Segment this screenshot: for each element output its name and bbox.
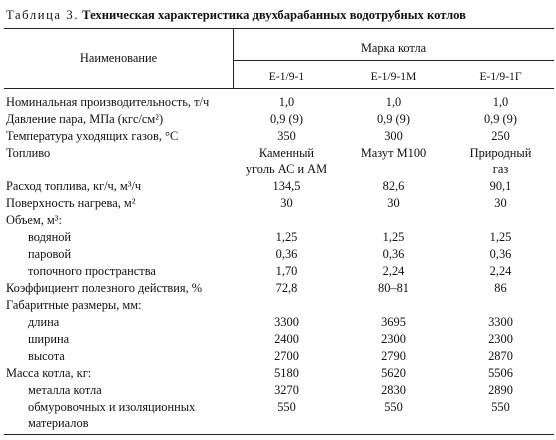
table-row xyxy=(0,195,556,212)
row-value: Мазут М100 xyxy=(360,146,427,160)
row-value: 550 xyxy=(277,400,296,414)
row-label: топочного пространства xyxy=(28,264,156,278)
row-value: 550 xyxy=(384,400,403,414)
row-value: 550 xyxy=(491,400,510,414)
row-value: 2700 xyxy=(274,349,299,363)
row-value: 1,0 xyxy=(278,95,295,109)
column-header-model: Е-1/9-1Г xyxy=(479,70,522,83)
row-label: Поверхность нагрева, м² xyxy=(6,196,136,210)
table-row xyxy=(0,314,556,331)
row-label: Давление пара, МПа (кгс/см²) xyxy=(6,112,164,126)
top-rule xyxy=(4,28,554,29)
table-row xyxy=(0,229,556,246)
table-body xyxy=(0,94,556,432)
row-value: 300 xyxy=(384,129,403,143)
row-value: 3300 xyxy=(488,315,513,329)
row-value: 1,70 xyxy=(275,264,298,278)
row-value: 30 xyxy=(494,196,507,210)
bottom-rule xyxy=(4,434,554,435)
row-label: Топливо xyxy=(6,146,51,160)
row-label: металла котла xyxy=(28,383,102,397)
row-value: 2400 xyxy=(274,332,299,346)
table-row xyxy=(0,178,556,195)
column-header-name: Наименование xyxy=(79,51,158,65)
row-label: Номинальная производительность, т/ч xyxy=(6,95,210,109)
row-label: водяной xyxy=(28,230,72,244)
table-row xyxy=(0,128,556,145)
row-value: Каменный уголь АС и АМ xyxy=(245,146,328,176)
row-value: 80–81 xyxy=(378,281,409,295)
row-value: 1,25 xyxy=(382,230,405,244)
header-bottom-rule xyxy=(4,88,554,89)
row-value: 5180 xyxy=(274,366,299,380)
row-value: 0,36 xyxy=(382,247,405,261)
row-value: 3300 xyxy=(274,315,299,329)
row-value: 1,0 xyxy=(492,95,509,109)
row-value: 30 xyxy=(280,196,293,210)
table-number: Таблица 3. xyxy=(6,8,80,22)
row-value: 2890 xyxy=(488,383,513,397)
table-row xyxy=(0,94,556,111)
row-value: 0,36 xyxy=(489,247,512,261)
row-value: 3270 xyxy=(274,383,299,397)
brand-underline xyxy=(233,60,554,61)
row-label: паровой xyxy=(28,247,72,261)
row-value: 350 xyxy=(277,129,296,143)
row-value: 2300 xyxy=(381,332,406,346)
row-value: 2870 xyxy=(488,349,513,363)
row-value: 2790 xyxy=(381,349,406,363)
column-header-model: Е-1/9-1М xyxy=(370,70,417,83)
table-row xyxy=(0,263,556,280)
row-value: 2,24 xyxy=(382,264,405,278)
row-value: 72,8 xyxy=(275,281,298,295)
row-label: ширина xyxy=(28,332,70,346)
table-caption xyxy=(6,9,552,22)
row-value: 2,24 xyxy=(489,264,512,278)
table-title: Техническая характеристика двухбарабанных водотрубных котлов xyxy=(82,8,466,22)
table-row xyxy=(0,212,556,229)
row-value: 5506 xyxy=(488,366,513,380)
row-label: Масса котла, кг: xyxy=(6,366,92,380)
row-value: 3695 xyxy=(381,315,406,329)
row-value: 1,0 xyxy=(385,95,402,109)
column-group-header-brand: Марка котла xyxy=(360,41,427,55)
row-label: длина xyxy=(28,315,60,329)
table-row xyxy=(0,297,556,314)
row-value: 0,9 (9) xyxy=(376,112,411,126)
row-value: 5620 xyxy=(381,366,406,380)
row-label: высота xyxy=(28,349,65,363)
row-value: 0,9 (9) xyxy=(269,112,304,126)
table-row xyxy=(0,365,556,382)
row-value: 134,5 xyxy=(272,179,301,193)
table-row xyxy=(0,111,556,128)
row-value: 250 xyxy=(491,129,510,143)
row-label: Расход топлива, кг/ч, м³/ч xyxy=(6,179,142,193)
row-value: 82,6 xyxy=(382,179,405,193)
row-label: Габаритные размеры, мм: xyxy=(6,298,142,312)
row-value: 86 xyxy=(494,281,507,295)
row-label: Коэффициент полезного действия, % xyxy=(6,281,203,295)
row-value: 1,25 xyxy=(275,230,298,244)
table-row xyxy=(0,399,556,432)
row-value: 90,1 xyxy=(489,179,512,193)
table-row xyxy=(0,280,556,297)
row-value: 2830 xyxy=(381,383,406,397)
column-header-model: Е-1/9-1 xyxy=(268,70,305,83)
row-value: 0,36 xyxy=(275,247,298,261)
row-value: 1,25 xyxy=(489,230,512,244)
table-row xyxy=(0,246,556,263)
row-value: Природный газ xyxy=(469,146,532,176)
table-row xyxy=(0,348,556,365)
row-value: 30 xyxy=(387,196,400,210)
row-label: Температура уходящих газов, °С xyxy=(6,129,179,143)
row-label: обмуровочных и изоляционных материалов xyxy=(28,400,196,430)
table-row xyxy=(0,331,556,348)
table-row xyxy=(0,382,556,399)
row-value: 0,9 (9) xyxy=(483,112,518,126)
row-label: Объем, м³: xyxy=(6,213,62,227)
table-row xyxy=(0,145,556,178)
row-value: 2300 xyxy=(488,332,513,346)
